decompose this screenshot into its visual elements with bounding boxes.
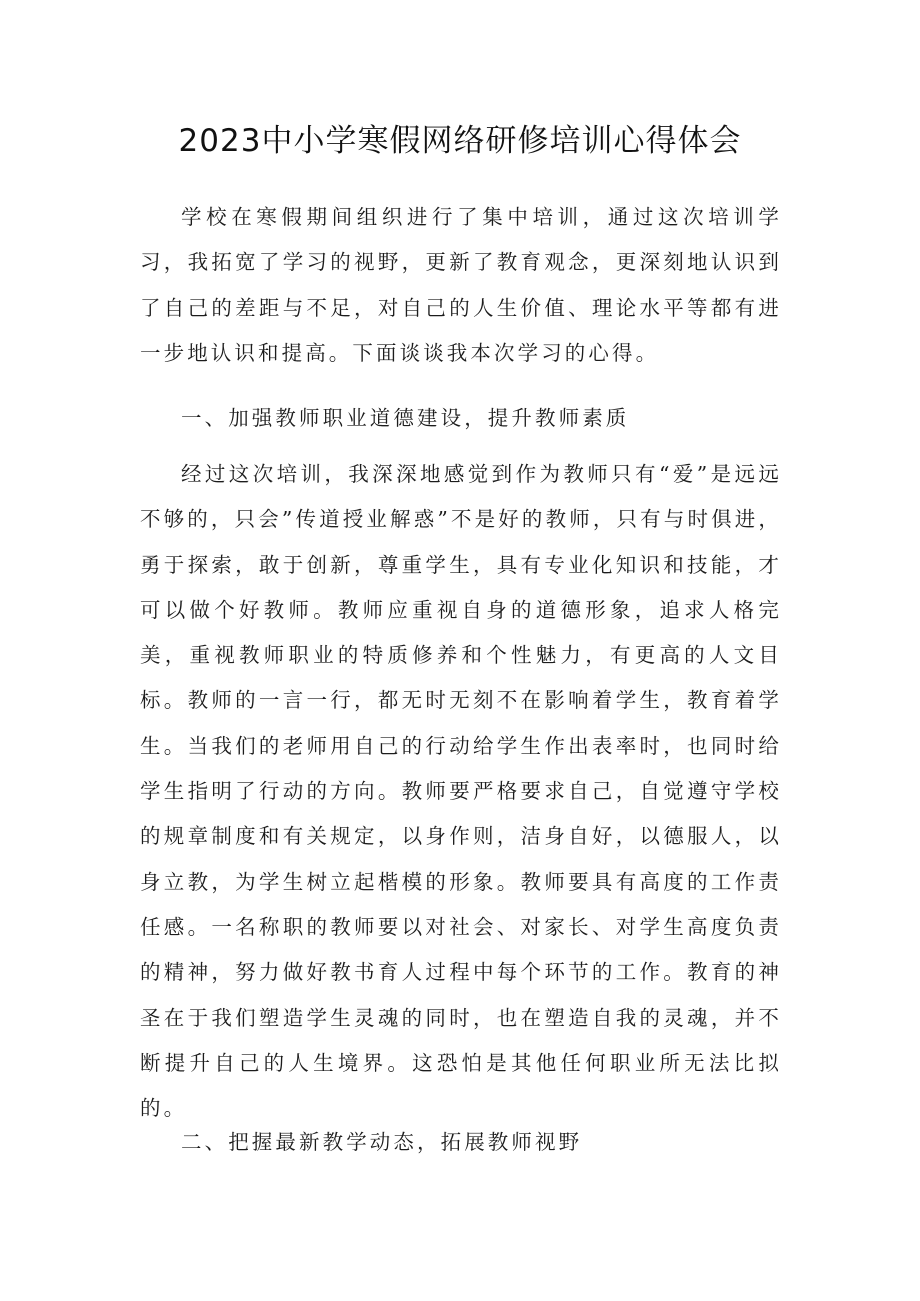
intro-paragraph: 学校在寒假期间组织进行了集中培训，通过这次培训学习，我拓宽了学习的视野，更新了教育观念，更深刻地认识到了自己的差距与不足，对自己的人生价值、理论水平等都有进一步地认识和提高。下面谈谈我本次学习的心得。 [140, 205, 782, 365]
document-title: 2023中小学寒假网络研修培训心得体会 [178, 123, 742, 159]
section-heading-1: 一、加强教师职业道德建设，提升教师素质 [181, 406, 630, 430]
section-heading-2: 二、把握最新教学动态，拓展教师视野 [181, 1130, 583, 1154]
body-paragraph-1: 经过这次培训，我深深地感觉到作为教师只有“爱”是远远不够的，只会”传道授业解惑”不是好的教师，只有与时俱进，勇于探索，敢于创新，尊重学生，具有专业化知识和技能，才可以做个好教师。教师应重视自身的道德形象，追求人格完美，重视教师职业的特质修养和个性魅力，有更高的人文目标。教师的一言一行，都无时无刻不在影响着学生，教育着学生。当我们的老师用自己的行动给学生作出表率时，也同时给学生指明了行动的方向。教师要严格要求自己，自觉遵守学校的规章制度和有关规定，以身作则，洁身自好，以德服人，以身立教，为学生树立起楷模的形象。教师要具有高度的工作责任感。一名称职的教师要以对社会、对家长、对学生高度负责的精神，努力做好教书育人过程中每个环节的工作。教育的神圣在于我们塑造学生灵魂的同时，也在塑造自我的灵魂，并不断提升自己的人生境界。这恐怕是其他任何职业所无法比拟的。 [140, 462, 782, 1121]
